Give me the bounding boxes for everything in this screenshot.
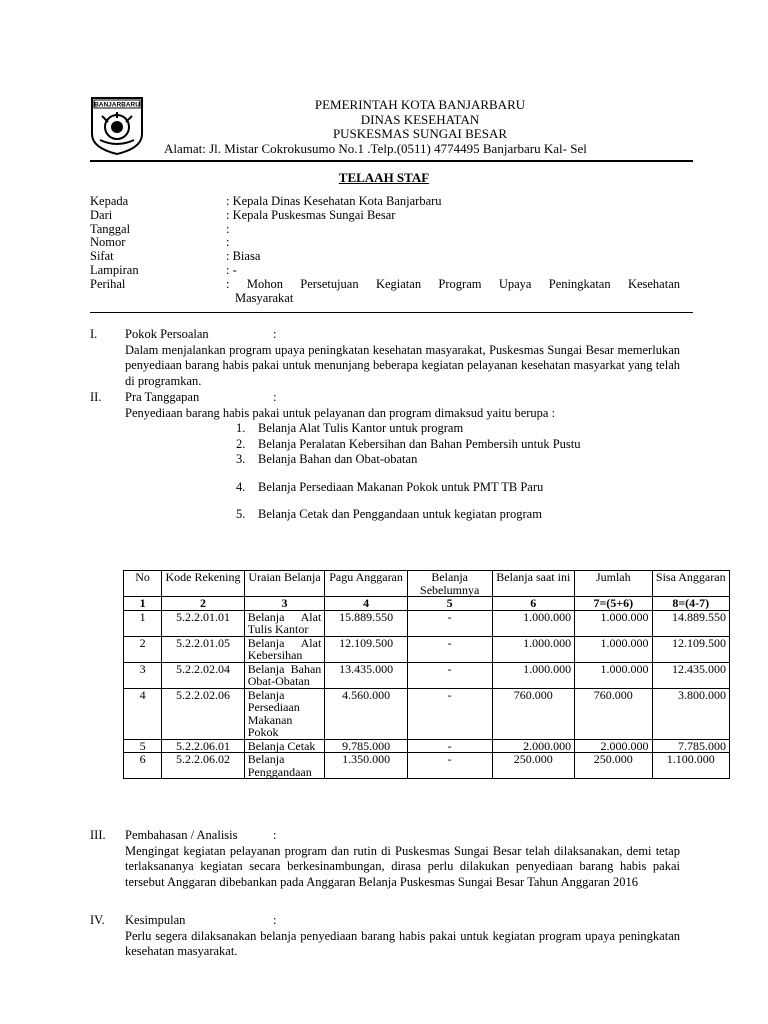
col-header: Uraian Belanja (244, 571, 325, 597)
field-perihal: Perihal : Mohon Persetujuan Kegiatan Program Upaya Peningkatan Kesehatan (90, 276, 680, 291)
section-title: Pra Tanggapan (125, 390, 200, 404)
table-row: 3 5.2.2.02.04 Belanja Bahan Obat-Obatan 13.435.000 - 1.000.000 1.000.000 12.435.000 (124, 662, 730, 688)
section-text: Perlu segera dilaksanakan belanja penyediaan barang habis pakai untuk kegiatan program upaya peningkatan kesehatan masyarakat. (125, 928, 680, 958)
col-header: Sisa Anggaran (652, 571, 730, 597)
col-header: Belanja saat ini (492, 571, 575, 597)
table-index-row: 1 2 3 4 5 6 7=(5+6) 8=(4-7) (124, 597, 730, 611)
field-lampiran: Lampiran : - (90, 262, 237, 277)
emblem-label: BANJARBARU (94, 101, 140, 109)
header-fields (90, 195, 680, 305)
col-header: Belanja Sebelumnya (407, 571, 492, 597)
header-rule (90, 312, 693, 313)
section-text: Penyediaan barang habis pakai untuk pelayanan dan program dimaksud yaitu berupa : (125, 405, 556, 420)
table-row: 6 5.2.2.06.02 Belanja Penggandaan 1.350.000 - 250.000 250.000 1.100.000 (124, 753, 730, 779)
letterhead-line-2: DINAS KESEHATAN (360, 111, 480, 127)
letterhead-address: Alamat: Jl. Mistar Cokrokusumo No.1 .Telp.(0511) 4774495 Banjarbaru Kal- Sel (164, 140, 587, 156)
field-dari: Dari : Kepala Puskesmas Sungai Besar (90, 207, 396, 222)
section-pokok-persoalan: I. Pokok Persoalan : Dalam menjalankan program upaya peningkatan kesehatan masyarakat, Puskesmas Sungai Besar memerlukan penyediaan barang habis pakai untuk menunjang beberapa kegiatan pelayanan kesehatan masyarkat yang telah di programkan. (90, 327, 680, 388)
col-header: Kode Rekening (162, 571, 245, 597)
letterhead-line-3: PUSKESMAS SUNGAI BESAR (332, 126, 508, 141)
section-title: Kesimpulan (125, 913, 186, 927)
section-number: I. (90, 327, 98, 341)
field-perihal-cont: Masyarakat (235, 290, 294, 305)
letterhead-rule (90, 160, 693, 162)
section-title: Pembahasan / Analisis (125, 828, 238, 842)
section-title: Pokok Persoalan (125, 327, 209, 341)
field-tanggal: Tanggal : (90, 221, 230, 236)
section-pra-tanggapan: II. Pra Tanggapan : Penyediaan barang habis pakai untuk pelayanan dan program dimaksud yaitu berupa : 1. Belanja Alat Tulis Kantor untuk program 2. Belanja Peralatan Kebersihan dan Bahan Pembersih untuk Pustu 3. Belanja Bahan dan Obat-obatan 4. Belanja Persediaan Makanan Pokok untuk PMT TB Paru 5. Belanja Cetak dan Penggandaan untuk kegiatan program (90, 390, 680, 523)
section-number: II. (90, 390, 102, 404)
table-row: 2 5.2.2.01.05 Belanja Alat Kebersihan 12.109.500 - 1.000.000 1.000.000 12.109.500 (124, 636, 730, 662)
section-kesimpulan: IV. Kesimpulan : Perlu segera dilaksanakan belanja penyediaan barang habis pakai untuk kegiatan program upaya peningkatan kesehatan masyarakat. (90, 913, 680, 958)
letterhead (160, 98, 680, 156)
list-item: 4. Belanja Persediaan Makanan Pokok untuk PMT TB Paru (236, 479, 544, 494)
field-kepada: Kepada : Kepala Dinas Kesehatan Kota Banjarbaru (90, 194, 442, 208)
document-title: TELAAH STAF (338, 170, 430, 185)
item-list (236, 421, 680, 523)
banjarbaru-emblem (90, 96, 144, 156)
table-header-row (124, 571, 730, 597)
table-row: 5 5.2.2.06.01 Belanja Cetak 9.785.000 - 2.000.000 2.000.000 7.785.000 (124, 739, 730, 753)
list-item: 2. Belanja Peralatan Kebersihan dan Bahan Pembersih untuk Pustu (236, 436, 581, 451)
list-item: 1. Belanja Alat Tulis Kantor untuk program (236, 421, 464, 435)
table-row: 4 5.2.2.02.06 Belanja Persediaan Makanan Pokok 4.560.000 - 760.000 760.000 3.800.000 (124, 688, 730, 739)
list-item: 3. Belanja Bahan dan Obat-obatan (236, 452, 418, 466)
field-nomor: Nomor : (90, 235, 230, 250)
letterhead-line-1: PEMERINTAH KOTA BANJARBARU (314, 97, 526, 112)
col-header: Pagu Anggaran (325, 571, 408, 597)
col-header: Jumlah (575, 571, 652, 597)
table-row: 1 5.2.2.01.01 Belanja Alat Tulis Kantor 15.889.550 - 1.000.000 1.000.000 14.889.550 (124, 610, 730, 636)
field-sifat: Sifat : Biasa (90, 249, 261, 264)
section-text: Mengingat kegiatan pelayanan program dan rutin di Puskesmas Sungai Besar telah dilaksanakan, demi tetap terlaksananya kegiatan secara berkesinambungan, dirasa perlu dilakukan penyediaan barang habis pakai tersebut Anggaran dibebankan pada Anggaran Belanja Puskesmas Sungai Besar Tahun Anggaran 2016 (125, 843, 680, 889)
section-text: Dalam menjalankan program upaya peningkatan kesehatan masyarakat, Puskesmas Sungai Besar memerlukan penyediaan barang habis pakai untuk menunjang beberapa kegiatan pelayanan kesehatan masyarkat yang telah di programkan. (125, 342, 680, 388)
section-number: III. (90, 828, 106, 842)
section-pembahasan: III. Pembahasan / Analisis : Mengingat kegiatan pelayanan program dan rutin di Puskesmas Sungai Besar telah dilaksanakan, demi tetap terlaksananya kegiatan secara berkesinambungan, dirasa perlu dilakukan penyediaan barang habis pakai tersebut Anggaran dibebankan pada Anggaran Belanja Puskesmas Sungai Besar Tahun Anggaran 2016 (90, 828, 680, 889)
list-item: 5. Belanja Cetak dan Penggandaan untuk kegiatan program (236, 507, 542, 521)
budget-table (123, 570, 730, 779)
section-number: IV. (90, 913, 105, 927)
col-header: No (124, 571, 162, 597)
